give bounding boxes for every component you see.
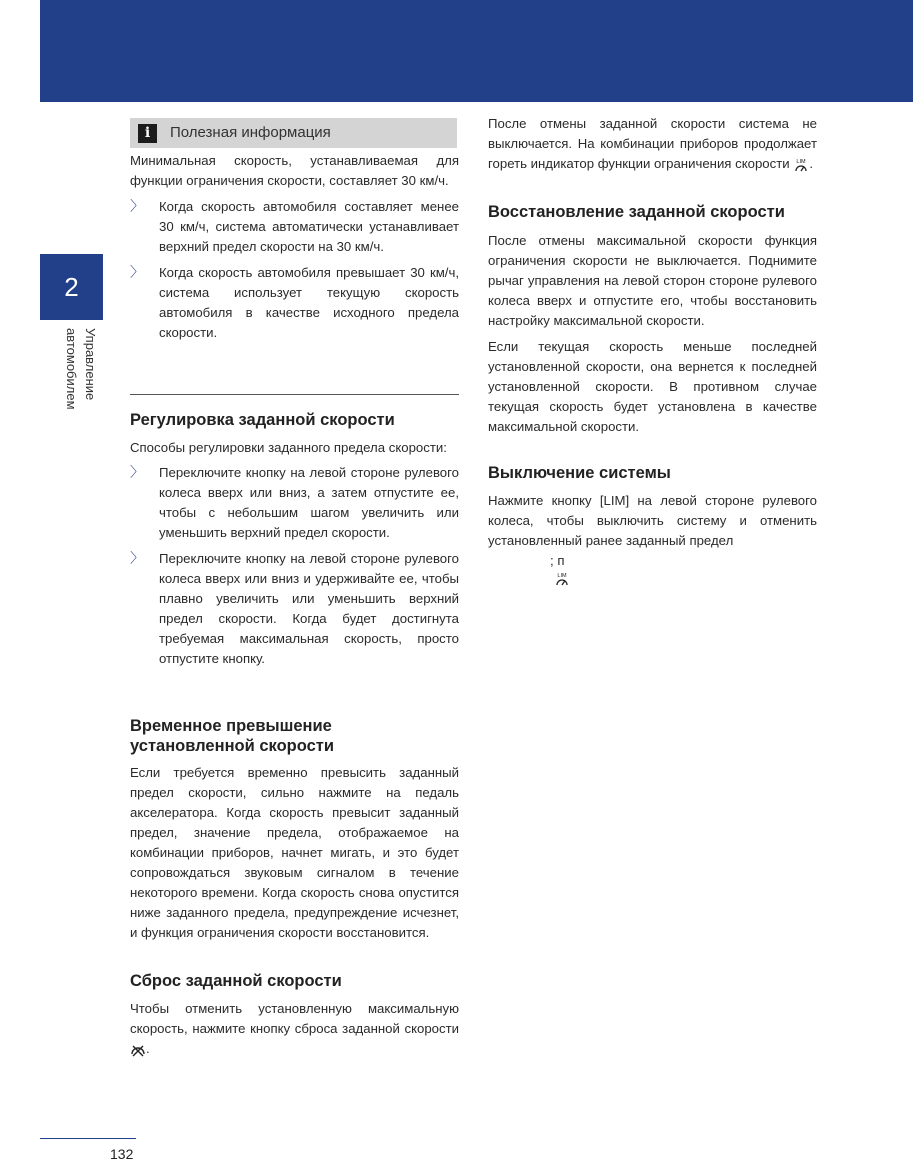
adjust-bullet-1: Переключите кнопку на левой стороне рулевого колеса вверх или вниз, а затем отпустите ее, чтобы с небольшим шагом увеличить или уменьшить верхний предел скорости. xyxy=(159,465,459,540)
reset-text-body: Чтобы отменить установленную максимальную скорость, нажмите кнопку сброса заданной скорости xyxy=(130,1001,459,1036)
reset-text xyxy=(130,999,459,1059)
chapter-number: 2 xyxy=(64,271,79,302)
footer-rule xyxy=(40,1138,136,1139)
heading-off: Выключение системы xyxy=(488,464,671,482)
speed-limit-cancel-icon xyxy=(130,1042,146,1058)
heading-exceed-line2: установленной скорости xyxy=(130,737,334,755)
after-cancel-body: После отмены заданной скорости система не выключается. На комбинации приборов продолжает гореть индикатор функции ограничения скорости xyxy=(488,116,817,171)
list-item xyxy=(130,263,459,343)
info-box-body xyxy=(130,151,459,343)
section-adjust xyxy=(130,410,459,669)
off-text: Нажмите кнопку [LIM] на левой стороне рулевого колеса, чтобы выключить систему и отменить установленный ранее заданный предел xyxy=(488,493,817,548)
section-restore xyxy=(488,202,817,437)
list-item xyxy=(130,463,459,543)
heading-adjust: Регулировка заданной скорости xyxy=(130,411,395,429)
chapter-title: Управление автомобилем xyxy=(64,328,98,410)
svg-text:LIM: LIM xyxy=(796,158,806,165)
bullet-chevron-icon: 〉 xyxy=(130,199,144,215)
speed-limiter-lim-icon xyxy=(793,157,809,173)
bullet-chevron-icon: 〉 xyxy=(130,265,144,281)
speed-limiter-lim-icon xyxy=(554,571,570,587)
list-item xyxy=(130,549,459,669)
adjust-intro: Способы регулировки заданного предела скорости: xyxy=(130,440,447,455)
off-fragment: ; п xyxy=(550,553,565,568)
heading-restore: Восстановление заданной скорости xyxy=(488,203,785,221)
divider xyxy=(130,394,459,395)
header-band xyxy=(40,0,913,102)
heading-reset: Сброс заданной скорости xyxy=(130,972,342,990)
info-bullet-2: Когда скорость автомобиля превышает 30 км/ч, система использует текущую скорость автомобиля в качестве исходного предела скорости. xyxy=(159,265,459,340)
after-cancel-text xyxy=(488,114,817,174)
restore-text-1: После отмены максимальной скорости функция ограничения скорости не выключается. Поднимите рычаг управления на левой сторон стороне рулевого колеса вверх и отпустите его, чтобы восстановить настройку максимальной скорости. xyxy=(488,233,817,328)
chapter-number-tab xyxy=(40,254,103,320)
bullet-chevron-icon: 〉 xyxy=(130,465,144,481)
adjust-bullet-2: Переключите кнопку на левой стороне рулевого колеса вверх или вниз и удерживайте ее, чтобы плавно увеличить или уменьшить верхний предел скорости. Когда будет достигнута требуемая максимальная скорость, просто отпустите кнопку. xyxy=(159,551,459,666)
restore-text-2: Если текущая скорость меньше последней установленной скорости, она вернется к последней установленной скорости. В противном случае текущая скорость будет установлена в качестве максимальной скорости. xyxy=(488,339,817,434)
section-after-cancel xyxy=(488,114,817,174)
exceed-text: Если требуется временно превысить заданный предел скорости, сильно нажмите на педаль акселератора. Когда скорость превысит заданный предел, значение предела, отображаемое на комбинации приборов, начнет мигать, и это будет сопровождаться звуковым сигналом в течение некоторого времени. Когда скорость снова опустится ниже заданного предела, предупреждение исчезнет, и функция ограничения скорости восстановится. xyxy=(130,765,459,940)
page-number: 132 xyxy=(110,1146,134,1162)
info-text: Минимальная скорость, устанавливаемая для функции ограничения скорости, составляет 30 км/ч. xyxy=(130,153,459,188)
info-box-header xyxy=(130,118,457,148)
off-fragment-row xyxy=(488,551,817,591)
section-exceed xyxy=(130,716,459,943)
svg-text:LIM: LIM xyxy=(557,573,567,579)
bullet-chevron-icon: 〉 xyxy=(130,551,144,567)
list-item xyxy=(130,197,459,257)
info-box-title: Полезная информация xyxy=(170,124,331,141)
reset-text-tail: . xyxy=(146,1041,150,1056)
info-icon: i xyxy=(138,124,157,143)
info-bullet-1: Когда скорость автомобиля составляет менее 30 км/ч, система автоматически устанавливает верхний предел скорости на 30 км/ч. xyxy=(159,199,459,254)
after-cancel-tail: . xyxy=(809,156,813,171)
section-off xyxy=(488,463,817,591)
heading-exceed-line1: Временное превышение xyxy=(130,717,332,735)
section-reset xyxy=(130,971,459,1059)
